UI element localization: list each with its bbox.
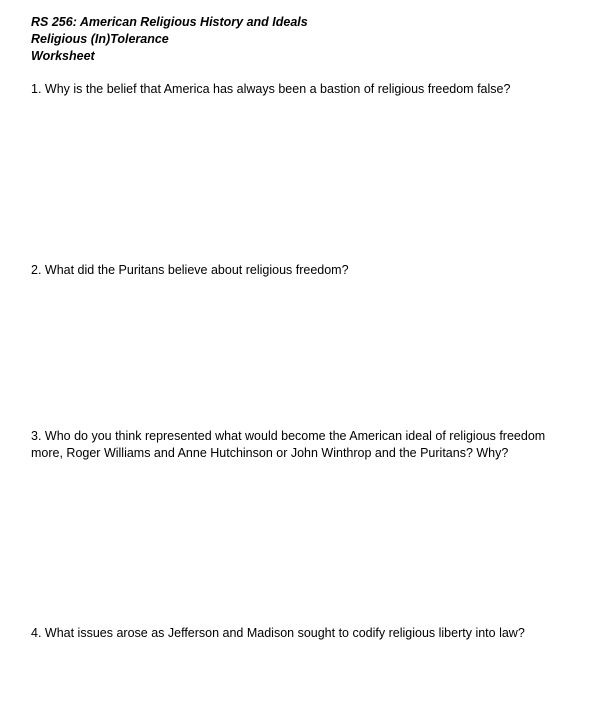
question-4 — [31, 625, 571, 642]
question-1-text: 1. Why is the belief that America has always been a bastion of religious freedom false? — [31, 82, 511, 96]
question-2 — [31, 262, 571, 279]
question-1 — [31, 81, 571, 98]
worksheet-header — [31, 14, 571, 65]
question-3-text-line-2: more, Roger Williams and Anne Hutchinson or John Winthrop and the Puritans? Why? — [31, 446, 509, 460]
topic-title: Religious (In)Tolerance — [31, 32, 169, 46]
question-3-text-line-1: 3. Who do you think represented what would become the American ideal of religious freedom — [31, 429, 546, 443]
course-title: RS 256: American Religious History and Ideals — [31, 15, 308, 29]
question-4-text: 4. What issues arose as Jefferson and Madison sought to codify religious liberty into law? — [31, 626, 525, 640]
question-3 — [31, 428, 571, 462]
question-2-text: 2. What did the Puritans believe about religious freedom? — [31, 263, 349, 277]
document-type: Worksheet — [31, 49, 95, 63]
